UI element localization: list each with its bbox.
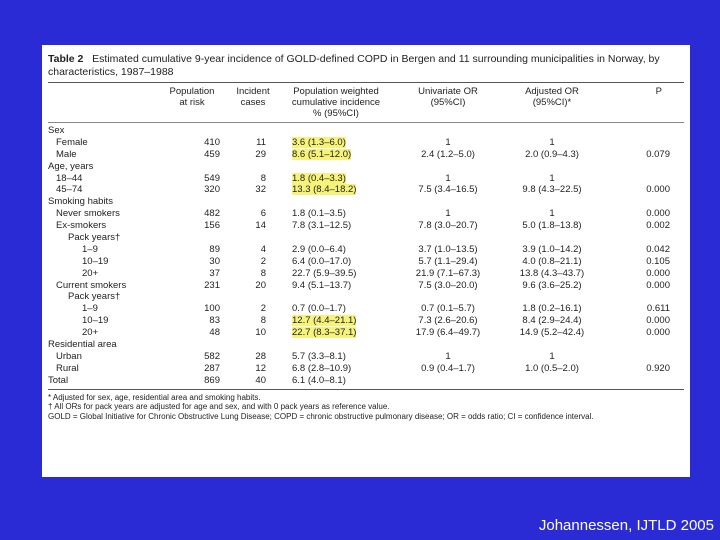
table-caption: Estimated cumulative 9-year incidence of GOLD-defined COPD in Bergen and 11 surrounding municipalities in Norway, by characteristics, 1987–1988 [48, 53, 660, 78]
table-title [48, 53, 684, 79]
row-label: Total [48, 374, 69, 386]
cell-population: 320 [204, 184, 220, 196]
cell-adjusted-or [502, 291, 602, 303]
cell-cases: 40 [255, 374, 266, 386]
cell-p-value: 0.000 [646, 184, 670, 196]
cell-cases: 8 [260, 267, 266, 279]
header-p: P [655, 86, 662, 97]
table-row [48, 268, 684, 280]
table-row [48, 244, 684, 256]
row-label: Male [56, 148, 77, 160]
row-label: Age, years [48, 160, 94, 172]
row-label: 20+ [82, 327, 99, 339]
row-label: 10–19 [82, 315, 109, 327]
row-label: 1–9 [82, 303, 98, 315]
highlighted-incidence: 1.8 (0.4–3.3) [292, 172, 346, 184]
cell-univariate-or [394, 161, 502, 173]
cell-cases: 2 [260, 303, 266, 315]
cell-population: 410 [204, 136, 220, 148]
cell-p-value: 0.000 [646, 208, 670, 220]
cell-incidence: 22.7 (5.9–39.5) [292, 267, 357, 279]
cell-adjusted-or: 1 [549, 136, 555, 148]
table-row [48, 363, 684, 375]
cell-cases: 2 [260, 255, 266, 267]
cell-population: 231 [204, 279, 220, 291]
table-row [48, 208, 684, 220]
cell-p-value [602, 232, 680, 244]
cell-incidence: 1.8 (0.1–3.5) [292, 208, 346, 220]
row-label: 10–19 [82, 255, 109, 267]
cell-adjusted-or: 1 [549, 350, 555, 362]
highlighted-incidence: 8.6 (5.1–12.0) [292, 148, 352, 160]
row-label: 20+ [82, 267, 99, 279]
header-characteristic [48, 86, 156, 119]
table-row [48, 375, 684, 387]
highlighted-incidence: 12.7 (4.4–21.1) [292, 315, 357, 327]
row-label: 45–74 [56, 184, 83, 196]
cell-adjusted-or: 1.0 (0.5–2.0) [525, 362, 579, 374]
table-row [48, 196, 684, 208]
cell-p-value [602, 351, 680, 363]
cell-p-value: 0.042 [646, 243, 670, 255]
cell-incidence [278, 149, 394, 161]
table-row [48, 161, 684, 173]
cell-cases: 8 [260, 315, 266, 327]
row-label: Ex-smokers [56, 220, 107, 232]
cell-adjusted-or [502, 196, 602, 208]
cell-univariate-or: 3.7 (1.0–13.5) [418, 243, 478, 255]
cell-incidence: 6.4 (0.0–17.0) [292, 255, 352, 267]
cell-population: 156 [204, 220, 220, 232]
row-label: Residential area [48, 339, 117, 351]
cell-population [156, 291, 228, 303]
cell-population: 37 [209, 267, 220, 279]
cell-population [156, 232, 228, 244]
cell-incidence: 9.4 (5.1–13.7) [292, 279, 352, 291]
highlighted-incidence: 22.7 (8.3–37.1) [292, 327, 357, 339]
cell-incidence [278, 137, 394, 149]
cell-population [156, 196, 228, 208]
cell-cases: 32 [255, 184, 266, 196]
header-cases: Incident cases [236, 86, 270, 108]
cell-adjusted-or: 9.6 (3.6–25.2) [522, 279, 582, 291]
cell-p-value: 0.079 [646, 148, 670, 160]
cell-incidence: 6.8 (2.8–10.9) [292, 362, 352, 374]
highlighted-incidence: 3.6 (1.3–6.0) [292, 136, 346, 148]
header-univariate: Univariate OR (95%CI) [418, 86, 478, 108]
cell-p-value [602, 291, 680, 303]
row-label: 1–9 [82, 243, 98, 255]
cell-incidence [278, 196, 394, 208]
cell-adjusted-or [502, 125, 602, 137]
cell-p-value [602, 161, 680, 173]
table-row [48, 184, 684, 196]
cell-population: 287 [204, 362, 220, 374]
cell-univariate-or [394, 291, 502, 303]
cell-incidence [278, 291, 394, 303]
cell-cases: 4 [260, 243, 266, 255]
cell-adjusted-or [502, 339, 602, 351]
cell-univariate-or: 1 [445, 208, 451, 220]
cell-univariate-or [394, 196, 502, 208]
row-label: Pack years† [68, 291, 121, 303]
cell-cases: 10 [255, 327, 266, 339]
cell-univariate-or: 0.7 (0.1–5.7) [421, 303, 475, 315]
cell-adjusted-or [502, 375, 602, 387]
footnote: * Adjusted for sex, age, residential area and smoking habits. [48, 392, 261, 402]
cell-cases: 20 [255, 279, 266, 291]
table-row [48, 339, 684, 351]
header-incidence: Population weighted cumulative incidence % (95%CI) [291, 86, 381, 119]
table-header [48, 83, 684, 122]
row-label: Sex [48, 125, 65, 136]
cell-p-value [602, 375, 680, 387]
table-row [48, 315, 684, 327]
row-label: Pack years† [68, 232, 121, 244]
cell-univariate-or: 7.5 (3.0–20.0) [418, 279, 478, 291]
cell-cases: 14 [255, 220, 266, 232]
cell-population [156, 125, 228, 137]
row-label: Current smokers [56, 279, 127, 291]
cell-incidence [278, 327, 394, 339]
cell-incidence [278, 125, 394, 137]
cell-population: 549 [204, 172, 220, 184]
cell-univariate-or: 1 [445, 172, 451, 184]
table-row [48, 125, 684, 137]
cell-p-value [602, 173, 680, 185]
row-label: Urban [56, 350, 82, 362]
table-row [48, 220, 684, 232]
cell-p-value [602, 339, 680, 351]
cell-cases: 12 [255, 362, 266, 374]
cell-univariate-or: 7.5 (3.4–16.5) [418, 184, 478, 196]
table-number: Table 2 [48, 53, 84, 65]
cell-univariate-or: 5.7 (1.1–29.4) [418, 255, 478, 267]
row-label: Rural [56, 362, 79, 374]
cell-p-value: 0.002 [646, 220, 670, 232]
cell-adjusted-or [502, 161, 602, 173]
cell-cases [228, 232, 278, 244]
cell-adjusted-or: 8.4 (2.9–24.4) [522, 315, 582, 327]
cell-incidence: 5.7 (3.3–8.1) [292, 350, 346, 362]
cell-adjusted-or: 1.8 (0.2–16.1) [522, 303, 582, 315]
cell-incidence: 6.1 (4.0–8.1) [292, 374, 346, 386]
table-row [48, 351, 684, 363]
row-label: Never smokers [56, 208, 120, 220]
cell-p-value: 0.000 [646, 279, 670, 291]
cell-cases: 11 [256, 136, 266, 148]
cell-adjusted-or: 3.9 (1.0–14.2) [522, 243, 582, 255]
cell-cases [228, 161, 278, 173]
cell-population: 459 [204, 148, 220, 160]
cell-population: 582 [204, 350, 220, 362]
cell-incidence [278, 339, 394, 351]
cell-population [156, 339, 228, 351]
cell-univariate-or [394, 125, 502, 137]
cell-population: 83 [209, 315, 220, 327]
cell-cases: 6 [260, 208, 266, 220]
cell-adjusted-or: 14.9 (5.2–42.4) [519, 327, 585, 339]
cell-incidence [278, 161, 394, 173]
cell-univariate-or: 2.4 (1.2–5.0) [421, 148, 475, 160]
footnote: † All ORs for pack years are adjusted for age and sex, and with 0 pack years as reference value. [48, 402, 390, 412]
cell-univariate-or: 7.3 (2.6–20.6) [418, 315, 478, 327]
cell-incidence [278, 173, 394, 185]
row-label: 18–44 [56, 172, 83, 184]
cell-incidence [278, 184, 394, 196]
citation-credit: Johannessen, IJTLD 2005 [538, 517, 714, 534]
footnote: GOLD = Global Initiative for Chronic Obstructive Lung Disease; COPD = chronic obstructive pulmonary disease; OR = odds ratio; CI = confidence interval. [48, 411, 594, 421]
table-panel [42, 45, 690, 477]
cell-univariate-or [394, 375, 502, 387]
cell-adjusted-or [502, 232, 602, 244]
cell-p-value: 0.000 [646, 327, 670, 339]
cell-p-value [602, 137, 680, 149]
table-row [48, 232, 684, 244]
cell-univariate-or: 1 [445, 350, 451, 362]
cell-incidence [278, 315, 394, 327]
cell-adjusted-or: 4.0 (0.8–21.1) [522, 255, 582, 267]
table-row [48, 291, 684, 303]
cell-adjusted-or: 1 [549, 208, 555, 220]
cell-incidence: 2.9 (0.0–6.4) [292, 243, 346, 255]
cell-adjusted-or: 5.0 (1.8–13.8) [522, 220, 582, 232]
cell-adjusted-or: 9.8 (4.3–22.5) [522, 184, 582, 196]
cell-univariate-or: 1 [445, 136, 451, 148]
cell-adjusted-or: 13.8 (4.3–43.7) [519, 267, 585, 279]
cell-univariate-or: 7.8 (3.0–20.7) [418, 220, 478, 232]
cell-incidence [278, 232, 394, 244]
cell-incidence: 7.8 (3.1–12.5) [292, 220, 352, 232]
cell-univariate-or: 0.9 (0.4–1.7) [421, 362, 475, 374]
table-body [48, 123, 684, 387]
cell-p-value [602, 196, 680, 208]
table-footnotes [48, 390, 684, 422]
cell-p-value [602, 125, 680, 137]
table-row [48, 303, 684, 315]
cell-p-value: 0.105 [646, 255, 670, 267]
cell-p-value: 0.920 [646, 362, 670, 374]
table-row [48, 280, 684, 292]
cell-univariate-or [394, 339, 502, 351]
cell-p-value: 0.611 [646, 303, 670, 315]
cell-univariate-or: 17.9 (6.4–49.7) [415, 327, 481, 339]
cell-population: 482 [204, 208, 220, 220]
cell-p-value: 0.000 [646, 315, 670, 327]
cell-population: 30 [209, 255, 220, 267]
cell-cases: 8 [260, 172, 266, 184]
cell-p-value: 0.000 [646, 267, 670, 279]
cell-adjusted-or: 2.0 (0.9–4.3) [525, 148, 579, 160]
header-population: Population at risk [169, 86, 215, 108]
cell-cases [228, 291, 278, 303]
cell-cases: 28 [255, 350, 266, 362]
row-label: Female [56, 136, 88, 148]
cell-cases: 29 [255, 148, 266, 160]
cell-univariate-or: 21.9 (7.1–67.3) [415, 267, 481, 279]
cell-population: 869 [204, 374, 220, 386]
header-adjusted: Adjusted OR (95%CI)* [525, 86, 579, 108]
cell-cases [228, 125, 278, 137]
row-label: Smoking habits [48, 196, 113, 208]
table-row [48, 327, 684, 339]
table-row [48, 149, 684, 161]
table-row [48, 256, 684, 268]
cell-incidence: 0.7 (0.0–1.7) [292, 303, 346, 315]
cell-population: 89 [209, 243, 220, 255]
highlighted-incidence: 13.3 (8.4–18.2) [292, 184, 357, 196]
cell-population: 48 [209, 327, 220, 339]
table-row [48, 137, 684, 149]
table-row [48, 173, 684, 185]
cell-cases [228, 196, 278, 208]
cell-population [156, 161, 228, 173]
cell-univariate-or [394, 232, 502, 244]
cell-adjusted-or: 1 [549, 172, 555, 184]
cell-population: 100 [204, 303, 220, 315]
cell-cases [228, 339, 278, 351]
